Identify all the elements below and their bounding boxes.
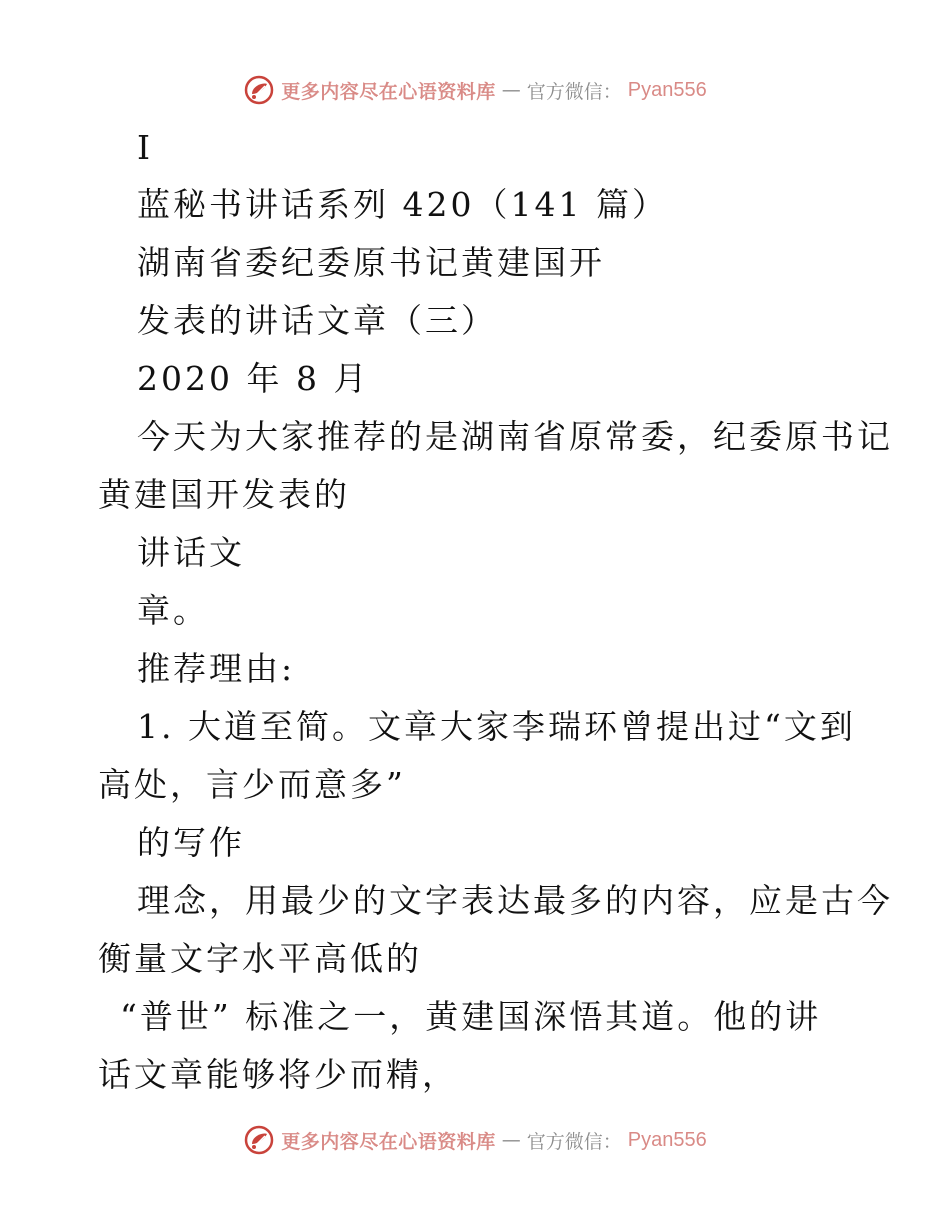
doc-line-title-1: 湖南省委纪委原书记黄建国开 [137,243,605,282]
doc-line-paragraph: 讲话文 [137,533,245,572]
banner-wechat-id: Pyan556 [627,78,707,101]
doc-line-series-title: 蓝秘书讲话系列 420（141 篇） [137,185,668,224]
doc-line-date: 2020 年 8 月 [137,359,370,398]
banner-wechat-label: 官方微信： [526,80,622,103]
doc-line-paragraph: “普世” 标准之一，黄建国深悟其道。他的讲 [120,997,822,1036]
banner-wechat-id: Pyan556 [627,1128,707,1151]
doc-line-title-2: 发表的讲话文章（三） [137,301,497,340]
doc-line-section-mark: I [137,128,154,167]
heart-pen-icon [243,74,275,106]
doc-line-paragraph: 理念，用最少的文字表达最多的内容，应是古今 [137,881,893,920]
doc-line-paragraph: 章。 [137,591,209,630]
banner-main-text: 更多内容尽在心语资料库 [281,80,496,103]
banner-main-text: 更多内容尽在心语资料库 [281,1130,496,1153]
banner-separator: — [501,79,521,101]
doc-line-paragraph: 衡量文字水平高低的 [98,939,422,978]
doc-line-paragraph: 1. 大道至简。文章大家李瑞环曾提出过“文到 [137,707,856,746]
doc-line-paragraph: 高处，言少而意多” [98,765,406,804]
header-banner [0,70,950,110]
banner-wechat-label: 官方微信： [526,1130,622,1153]
doc-line-paragraph: 今天为大家推荐的是湖南省原常委，纪委原书记 [137,417,893,456]
doc-line-paragraph: 黄建国开发表的 [98,475,350,514]
doc-line-subheading: 推荐理由: [137,649,296,688]
doc-line-paragraph: 的写作 [137,823,245,862]
footer-banner [0,1120,950,1160]
doc-line-paragraph: 话文章能够将少而精， [98,1055,458,1094]
heart-pen-icon [243,1124,275,1156]
banner-separator: — [501,1129,521,1151]
